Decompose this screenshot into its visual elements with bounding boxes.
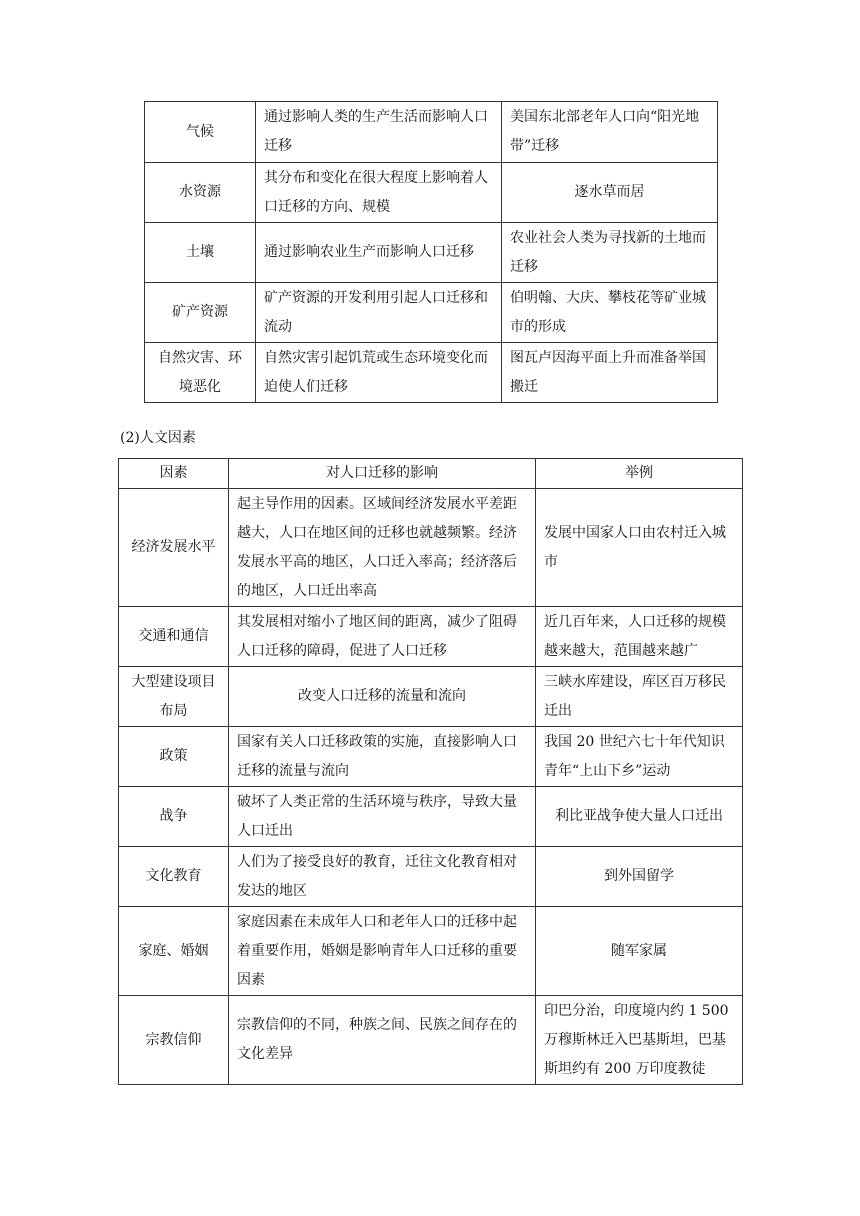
impact-cell: 宗教信仰的不同，种族之间、民族之间存在的文化差异 <box>229 996 536 1085</box>
human-factors-table <box>118 458 743 1085</box>
impact-cell: 破坏了人类正常的生活环境与秩序，导致大量人口迁出 <box>229 787 536 847</box>
example-cell: 印巴分治，印度境内约 1 500 万穆斯林迁入巴基斯坦，巴基斯坦约有 200 万印度教徒 <box>536 996 743 1085</box>
header-impact: 对人口迁移的影响 <box>229 459 536 489</box>
impact-cell: 其分布和变化在很大程度上影响着人口迁移的方向、规模 <box>256 163 502 223</box>
table-row <box>145 343 718 403</box>
example-cell: 发展中国家人口由农村迁入城市 <box>536 489 743 607</box>
factor-cell: 战争 <box>119 787 229 847</box>
factor-cell: 水资源 <box>145 163 256 223</box>
table-row <box>145 163 718 223</box>
impact-cell: 自然灾害引起饥荒或生态环境变化而迫使人们迁移 <box>256 343 502 403</box>
factor-cell: 大型建设项目布局 <box>119 667 229 727</box>
example-cell: 到外国留学 <box>536 847 743 907</box>
impact-cell: 起主导作用的因素。区域间经济发展水平差距越大，人口在地区间的迁移也就越频繁。经济发展水平高的地区，人口迁入率高；经济落后的地区，人口迁出率高 <box>229 489 536 607</box>
factor-cell: 交通和通信 <box>119 607 229 667</box>
factor-cell: 经济发展水平 <box>119 489 229 607</box>
example-cell: 三峡水库建设，库区百万移民迁出 <box>536 667 743 727</box>
table-row <box>119 996 743 1085</box>
impact-cell: 国家有关人口迁移政策的实施，直接影响人口迁移的流量与流向 <box>229 727 536 787</box>
factor-cell: 家庭、婚姻 <box>119 907 229 996</box>
table-row <box>145 223 718 283</box>
factor-cell: 自然灾害、环境恶化 <box>145 343 256 403</box>
natural-factors-table <box>144 101 718 403</box>
example-cell: 图瓦卢因海平面上升而准备举国搬迁 <box>502 343 718 403</box>
example-cell: 利比亚战争使大量人口迁出 <box>536 787 743 847</box>
impact-cell: 其发展相对缩小了地区间的距离，减少了阻碍人口迁移的障碍，促进了人口迁移 <box>229 607 536 667</box>
impact-cell: 通过影响人类的生产生活而影响人口迁移 <box>256 102 502 163</box>
example-cell: 随军家属 <box>536 907 743 996</box>
example-cell: 近几百年来，人口迁移的规模越来越大，范围越来越广 <box>536 607 743 667</box>
table-row <box>119 727 743 787</box>
example-cell: 逐水草而居 <box>502 163 718 223</box>
table-row <box>145 283 718 343</box>
factor-cell: 矿产资源 <box>145 283 256 343</box>
table-header-row <box>119 459 743 489</box>
factor-cell: 气候 <box>145 102 256 163</box>
example-cell: 我国 20 世纪六七十年代知识青年“上山下乡”运动 <box>536 727 743 787</box>
header-factor: 因素 <box>119 459 229 489</box>
factor-cell: 政策 <box>119 727 229 787</box>
factor-cell: 土壤 <box>145 223 256 283</box>
table-row <box>145 102 718 163</box>
impact-cell: 矿产资源的开发利用引起人口迁移和流动 <box>256 283 502 343</box>
factor-cell: 宗教信仰 <box>119 996 229 1085</box>
example-cell: 农业社会人类为寻找新的土地而迁移 <box>502 223 718 283</box>
impact-cell: 人们为了接受良好的教育，迁往文化教育相对发达的地区 <box>229 847 536 907</box>
impact-cell: 家庭因素在未成年人口和老年人口的迁移中起着重要作用，婚姻是影响青年人口迁移的重要因素 <box>229 907 536 996</box>
header-example: 举例 <box>536 459 743 489</box>
impact-cell: 通过影响农业生产而影响人口迁移 <box>256 223 502 283</box>
table-row <box>119 847 743 907</box>
table-row <box>119 489 743 607</box>
example-cell: 美国东北部老年人口向“阳光地带”迁移 <box>502 102 718 163</box>
factor-cell: 文化教育 <box>119 847 229 907</box>
table-row <box>119 787 743 847</box>
table-row <box>119 607 743 667</box>
table-row <box>119 667 743 727</box>
impact-cell: 改变人口迁移的流量和流向 <box>229 667 536 727</box>
example-cell: 伯明翰、大庆、攀枝花等矿业城市的形成 <box>502 283 718 343</box>
table-row <box>119 907 743 996</box>
section-title: (2)人文因素 <box>120 430 196 446</box>
